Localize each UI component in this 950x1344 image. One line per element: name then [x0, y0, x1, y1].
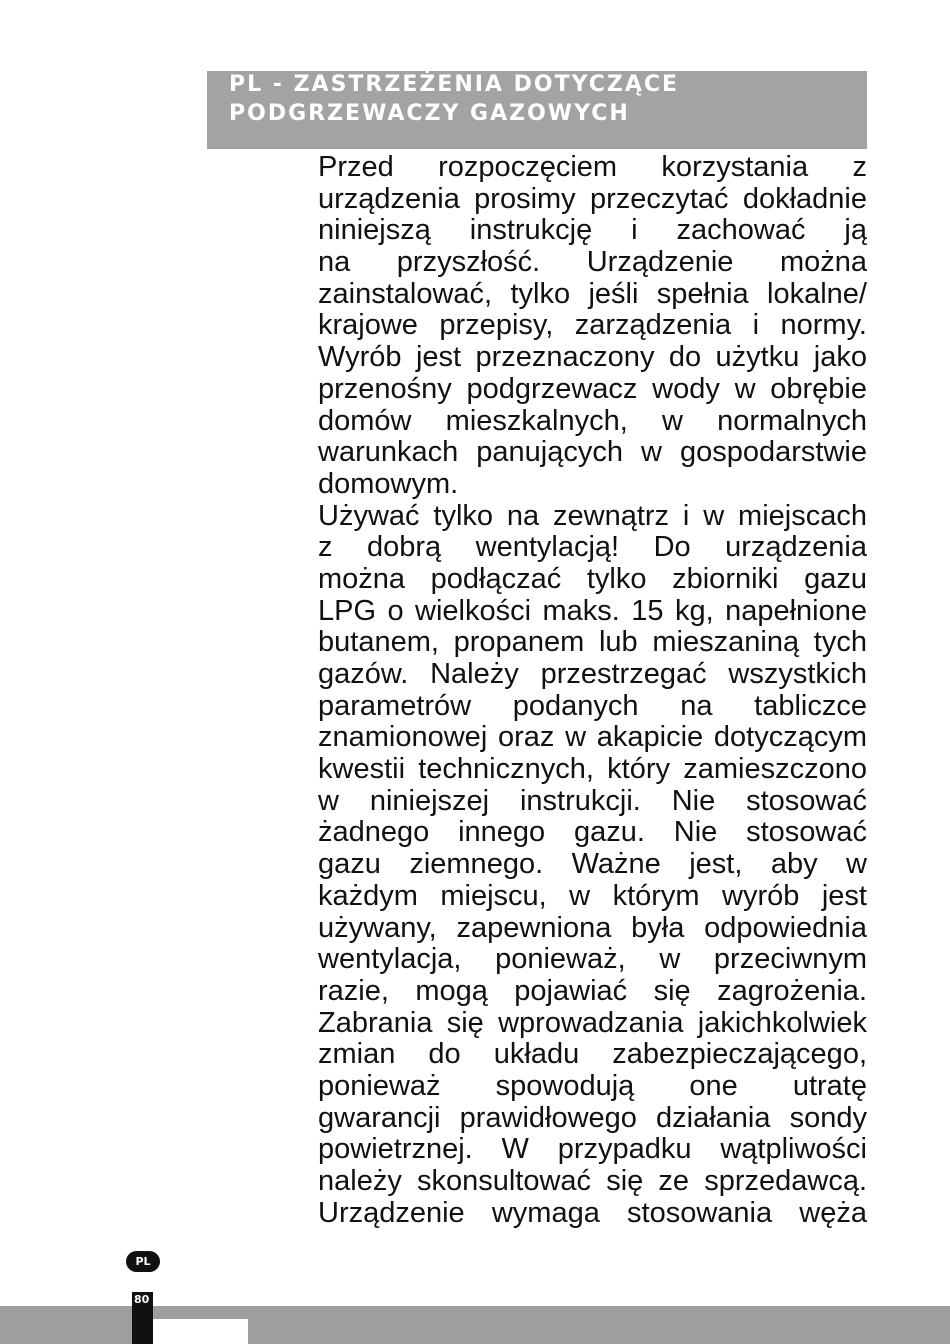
body-line: gazu ziemnego. Ważne jest, aby w [318, 849, 867, 881]
page-number: 80 [134, 1293, 150, 1306]
body-text [318, 152, 867, 1229]
body-line: zainstalować, tylko jeśli spełnia lokalne/ [318, 278, 867, 310]
body-line: powietrznej. W przypadku wątpliwości [318, 1134, 867, 1166]
language-badge: PL [126, 1251, 160, 1272]
body-line: wentylacja, ponieważ, w przeciwnym [318, 944, 867, 976]
body-line: domowym. [318, 468, 459, 500]
body-line: domów mieszkalnych, w normalnych [318, 405, 867, 437]
footer-white-block [153, 1319, 248, 1344]
section-title-line-1: PL - ZASTRZEŻENIA DOTYCZĄCE [229, 72, 680, 97]
body-line: każdym miejscu, w którym wyrób jest [318, 880, 867, 912]
body-line: LPG o wielkości maks. 15 kg, napełnione [318, 595, 867, 627]
body-line: warunkach panujących w gospodarstwie [318, 437, 867, 469]
body-line: urządzenia prosimy przeczytać dokładnie [318, 183, 867, 215]
body-line: gwarancji prawidłowego działania sondy [318, 1102, 867, 1134]
body-line: niniejszą instrukcję i zachować ją [318, 215, 867, 247]
body-line: Używać tylko na zewnątrz i w miejscach [318, 500, 867, 532]
body-line: z dobrą wentylacją! Do urządzenia [318, 532, 867, 564]
body-line: parametrów podanych na tabliczce [318, 690, 867, 722]
body-line: znamionowej oraz w akapicie dotyczącym [318, 722, 867, 754]
section-header [207, 71, 867, 149]
body-line: Wyrób jest przeznaczony do użytku jako [318, 342, 867, 374]
body-line: kwestii technicznych, który zamieszczono [318, 754, 867, 786]
body-line: razie, mogą pojawiać się zagrożenia. [318, 975, 867, 1007]
section-title-line-2: PODGRZEWACZY GAZOWYCH [229, 101, 630, 126]
body-line: gazów. Należy przestrzegać wszystkich [318, 659, 867, 690]
body-line: Przed rozpoczęciem korzystania z [318, 152, 867, 183]
body-line: żadnego innego gazu. Nie stosować [318, 817, 867, 849]
body-line: przenośny podgrzewacz wody w obrębie [318, 373, 867, 405]
body-line: krajowe przepisy, zarządzenia i normy. [318, 310, 867, 342]
body-line: można podłączać tylko zbiorniki gazu [318, 563, 867, 595]
body-line: należy skonsultować się ze sprzedawcą. [318, 1166, 867, 1197]
body-line: ponieważ spowodują one utratę [318, 1070, 867, 1102]
body-line: Urządzenie wymaga stosowania węża [318, 1197, 867, 1229]
body-line: w niniejszej instrukcji. Nie stosować [318, 785, 867, 817]
body-line: na przyszłość. Urządzenie można [318, 247, 867, 279]
body-line: używany, zapewniona była odpowiednia [318, 912, 867, 944]
body-line: zmian do układu zabezpieczającego, [318, 1039, 867, 1071]
body-line: butanem, propanem lub mieszaniną tych [318, 627, 867, 659]
body-line: Zabrania się wprowadzania jakichkolwiek [318, 1007, 867, 1039]
